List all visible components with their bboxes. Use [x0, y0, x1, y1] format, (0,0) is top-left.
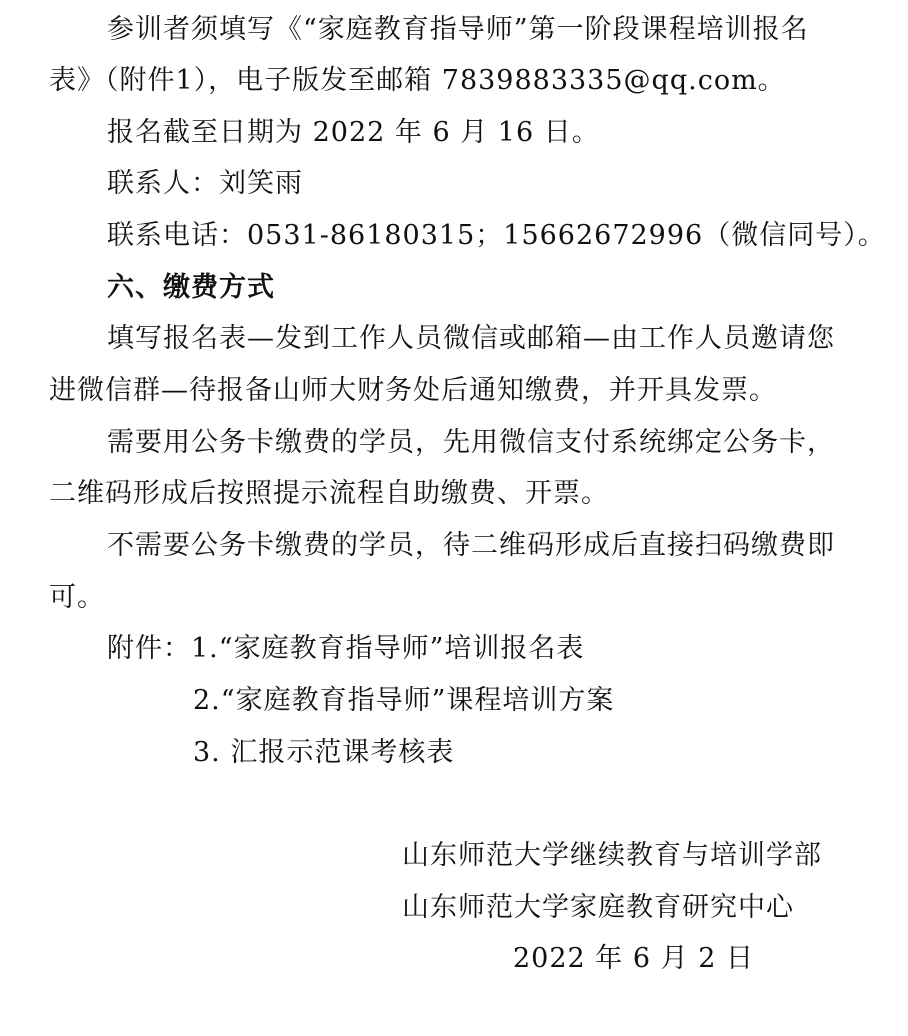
signature-org-1: 山东师范大学继续教育与培训学部	[402, 840, 822, 871]
attachment-item-3: 3. 汇报示范课考核表	[193, 737, 455, 768]
signature-org-2: 山东师范大学家庭教育研究中心	[402, 892, 794, 923]
attachment-item-1: 附件：1.“家庭教育指导师”培训报名表	[107, 633, 585, 664]
registration-line-2: 表》（附件1），电子版发至邮箱 7839883335@qq.com。	[49, 65, 786, 96]
payment-p1-line-1: 填写报名表—发到工作人员微信或邮箱—由工作人员邀请您	[107, 323, 835, 354]
attachment-item-2: 2.“家庭教育指导师”课程培训方案	[193, 685, 615, 716]
section-heading-payment: 六、缴费方式	[107, 272, 275, 303]
payment-p1-line-2: 进微信群—待报备山师大财务处后通知缴费，并开具发票。	[49, 375, 777, 406]
contact-person: 联系人：刘笑雨	[107, 168, 303, 199]
signature-date: 2022 年 6 月 2 日	[513, 943, 754, 974]
registration-deadline: 报名截至日期为 2022 年 6 月 16 日。	[107, 117, 600, 148]
payment-p3-line-2: 可。	[49, 582, 105, 613]
payment-p3-line-1: 不需要公务卡缴费的学员，待二维码形成后直接扫码缴费即	[107, 530, 835, 561]
registration-line-1: 参训者须填写《“家庭教育指导师”第一阶段课程培训报名	[107, 14, 809, 45]
contact-phone: 联系电话：0531-86180315；15662672996（微信同号）。	[107, 220, 886, 251]
payment-p2-line-1: 需要用公务卡缴费的学员，先用微信支付系统绑定公务卡，	[107, 427, 835, 458]
payment-p2-line-2: 二维码形成后按照提示流程自助缴费、开票。	[49, 478, 609, 509]
